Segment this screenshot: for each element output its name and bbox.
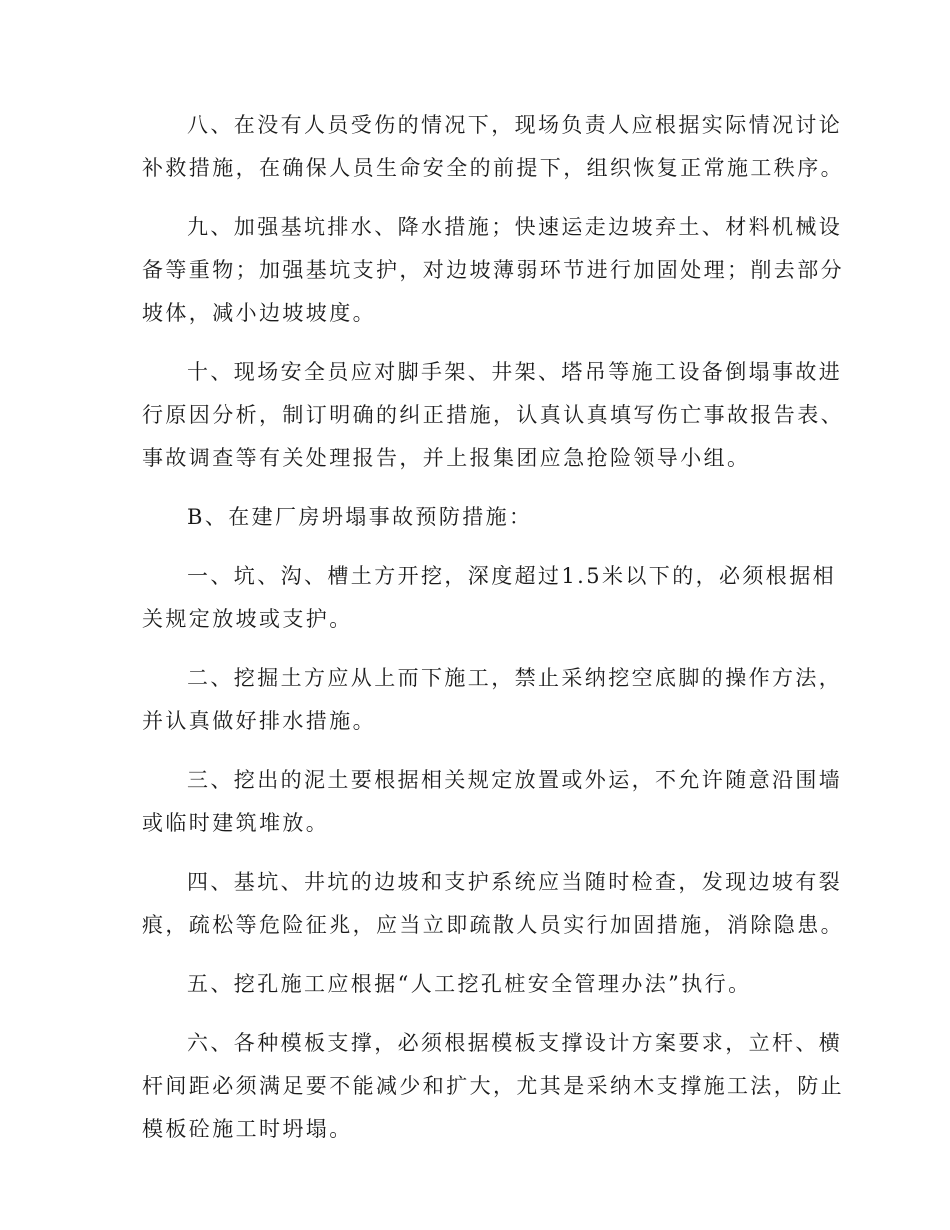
- paragraph-3: [142, 759, 843, 845]
- text-line: 十、现场安全员应对脚手架、井架、塔吊等施工设备倒塌事故进: [187, 360, 843, 384]
- document-page: [142, 104, 844, 1167]
- text-line: 二、挖掘土方应从上而下施工，禁止采纳挖空底脚的操作方法，: [187, 666, 843, 690]
- paragraph-4: [142, 861, 844, 947]
- text-line: 九、加强基坑排水、降水措施；快速运走边坡弃土、材料机械设: [187, 215, 843, 239]
- text-line: 模板砼施工时坍塌。: [142, 1117, 353, 1141]
- text-line: 备等重物；加强基坑支护，对边坡薄弱环节进行加固处理；削去部分: [142, 258, 844, 282]
- text-line: 三、挖出的泥土要根据相关规定放置或外运，不允许随意沿围墙: [187, 768, 843, 792]
- text-line: 四、基坑、井坑的边坡和支护系统应当随时检查，发现边坡有裂: [187, 870, 843, 894]
- text-line: 坡体，减小边坡坡度。: [142, 301, 376, 325]
- text-line: 六、各种模板支撑，必须根据模板支撑设计方案要求，立杆、横: [187, 1031, 843, 1055]
- text-line: 或临时建筑堆放。: [142, 811, 330, 835]
- paragraph-6: [142, 1022, 844, 1151]
- section-heading-b: [142, 496, 794, 539]
- paragraph-10: [142, 351, 844, 480]
- text-line: 痕，疏松等危险征兆，应当立即疏散人员实行加固措施，消除隐患。: [142, 913, 844, 937]
- paragraph-5: [142, 963, 794, 1006]
- text-line: 补救措施，在确保人员生命安全的前提下，组织恢复正常施工秩序。: [142, 156, 844, 180]
- text-line: 八、在没有人员受伤的情况下，现场负责人应根据实际情况讨论: [187, 113, 843, 137]
- text-line: 事故调查等有关处理报告，并上报集团应急抢险领导小组。: [142, 446, 751, 470]
- paragraph-8: [142, 104, 844, 190]
- paragraph-1: [142, 555, 836, 641]
- paragraph-9: [142, 206, 844, 335]
- text-line: 行原因分析，制订明确的纠正措施，认真认真填写伤亡事故报告表、: [142, 403, 844, 427]
- text-line: 关规定放坡或支护。: [142, 607, 353, 631]
- text-line: 一、坑、沟、槽土方开挖，深度超过1.5米以下的，必须根据相: [187, 564, 836, 588]
- text-line: B、在建厂房坍塌事故预防措施：: [187, 505, 533, 529]
- paragraph-2: [142, 657, 843, 743]
- text-line: 并认真做好排水措施。: [142, 709, 376, 733]
- text-line: 杆间距必须满足要不能减少和扩大，尤其是采纳木支撑施工法，防止: [142, 1074, 844, 1098]
- text-line: 五、挖孔施工应根据“人工挖孔桩安全管理办法”执行。: [187, 972, 752, 996]
